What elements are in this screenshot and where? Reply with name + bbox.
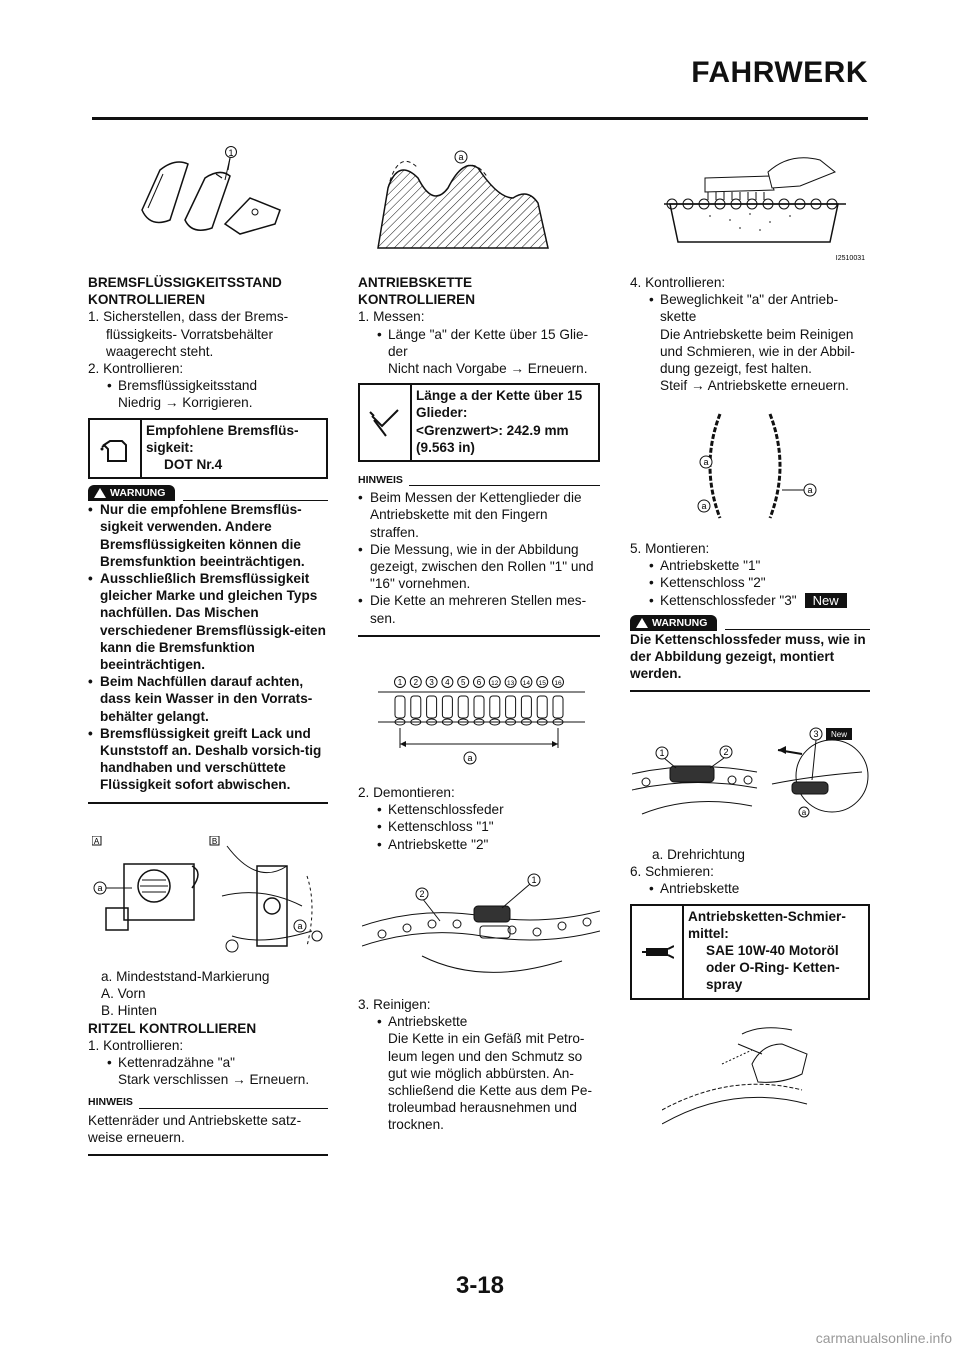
callout-3: 3 — [813, 729, 819, 739]
chain-link — [427, 696, 437, 718]
roller-number: 4 — [445, 678, 450, 687]
legend-item: a. Mindeststand-Markierung — [101, 969, 270, 984]
note-text: Kettenräder und Antriebskette satz-weise erneuern. — [88, 1112, 302, 1145]
step-3-text: Die Kette in ein Gefäß mit Petro-leum legen und den Schmutz so gut wie möglich abbürsten. An-schließend die Kette aus dem Pe-troleumbad herausnehmen und trocknen. — [388, 1031, 593, 1133]
measure-tool-icon — [360, 385, 412, 460]
step-1-action: Stark verschlissen → Erneuern. — [118, 1072, 310, 1088]
spec-box-chain-length — [358, 383, 600, 462]
step-2-item: • Bremsflüssigkeitsstand — [88, 377, 328, 394]
step-1-item: • Kettenradzähne "a" — [88, 1054, 328, 1071]
step-2: 2. Kontrollieren: — [88, 361, 184, 377]
note-item: • Die Messung, wie in der Abbildung gezeigt, zwischen den Rollen "1" und "16" vornehmen. — [358, 541, 600, 593]
label-B: B — [211, 837, 218, 846]
chain-measure-figure — [370, 668, 595, 768]
step-6: 6. Schmieren: — [630, 864, 714, 880]
new-badge: New — [830, 730, 848, 739]
step-2-item: • Antriebskette "2" — [358, 836, 600, 853]
chain-link — [411, 696, 421, 718]
chain-link — [474, 696, 484, 718]
note-end-rule — [88, 1154, 328, 1156]
chain-flexibility-figure — [690, 406, 830, 526]
fluid-can-icon — [90, 420, 142, 478]
chain-link — [395, 696, 405, 718]
warning-header — [88, 485, 328, 501]
column-1-lower — [88, 968, 328, 1156]
chain-link — [442, 696, 452, 718]
section-heading: KONTROLLIEREN — [88, 292, 206, 308]
chain-link — [458, 696, 468, 718]
callout-a: a — [701, 501, 707, 511]
watermark: carmanualsonline.info — [815, 1330, 952, 1346]
new-badge: New — [805, 593, 847, 608]
label-A: A — [93, 837, 100, 846]
step-2-item: • Kettenschlossfeder — [358, 801, 600, 818]
warning-icon — [636, 618, 648, 628]
spec-label: Länge a der Kette über 15 Glieder: — [416, 388, 583, 421]
step-3: 3. Reinigen: — [358, 997, 431, 1012]
page-number: 3-18 — [455, 1272, 505, 1299]
page-title: FAHRWERK — [691, 56, 868, 89]
warning-end-rule — [88, 802, 328, 804]
callout-a: a — [458, 152, 464, 162]
roller-number: 14 — [522, 680, 531, 687]
callout-2: 2 — [723, 747, 729, 757]
brake-pads-figure — [130, 140, 320, 235]
spec-value: <Grenzwert>: 242.9 mm (9.563 in) — [416, 422, 569, 455]
spec-value: DOT Nr.4 — [164, 457, 223, 473]
warning-item: • Bremsflüssigkeit greift Lack und Kunststoff an. Deshalb vorsich-tig handhaben und verschüttete Flüssigkeit sofort abwischen. — [88, 725, 328, 794]
callout-a: a — [703, 457, 709, 467]
section-heading: RITZEL KONTROLLIEREN — [88, 1020, 257, 1036]
step-5-item: • Antriebskette "1" — [630, 557, 870, 574]
column-3-lower — [630, 846, 870, 1000]
step-5-item: • Kettenschlossfeder "3" New — [630, 592, 870, 609]
legend-item: A. Vorn — [101, 986, 146, 1002]
callout-a: a — [801, 808, 807, 817]
chain-lubrication-figure — [662, 1024, 812, 1134]
roller-number: 13 — [506, 680, 515, 687]
step-5-item: • Kettenschloss "2" — [630, 574, 870, 591]
roller-number: 15 — [538, 680, 546, 687]
reservoir-figure — [92, 836, 332, 966]
chain-link — [537, 696, 547, 718]
step-1-item: • Länge "a" der Kette über 15 Glie-der — [358, 326, 600, 360]
callout-1: 1 — [228, 148, 234, 158]
roller-number: 5 — [460, 678, 466, 687]
note-header: HINWEIS — [358, 472, 600, 489]
step-1: 1. Kontrollieren: — [88, 1037, 184, 1053]
callout-1: 1 — [659, 748, 665, 758]
column-1 — [88, 274, 328, 804]
step-4-item: • Beweglichkeit "a" der Antrieb-skette — [630, 291, 870, 325]
note-header: HINWEIS — [88, 1094, 328, 1111]
column-2-lower — [358, 996, 600, 1134]
spec-value: SAE 10W-40 Motoröl oder O-Ring- Ketten-spray — [706, 943, 840, 993]
legend-item: B. Hinten — [101, 1003, 157, 1019]
column-2-middle — [358, 784, 600, 853]
chain-link — [553, 696, 563, 718]
oil-gun-icon — [632, 906, 684, 998]
callout-2: 2 — [419, 889, 425, 899]
note-item: • Beim Messen der Kettenglieder die Antriebskette mit den Fingern straffen. — [358, 489, 600, 541]
roller-number: 12 — [491, 680, 499, 687]
warning-end-rule — [630, 690, 870, 692]
spec-box-brake-fluid — [88, 418, 328, 480]
section-heading: BREMSFLÜSSIGKEITSSTAND — [88, 275, 282, 290]
roller-number: 16 — [554, 680, 562, 687]
step-4: 4. Kontrollieren: — [630, 275, 726, 290]
chain-link — [490, 696, 500, 718]
note-item: • Die Kette an mehreren Stellen mes-sen. — [358, 592, 600, 626]
step-4-text: Die Antriebskette beim Reinigen und Schmieren, wie in der Abbil-dung gezeigt, fest halten. — [660, 326, 855, 377]
step-2-action: Niedrig → Korrigieren. — [118, 395, 253, 411]
note-end-rule — [358, 635, 600, 637]
roller-number: 6 — [476, 678, 482, 687]
warning-badge: WARNUNG — [88, 485, 175, 501]
chain-link — [506, 696, 516, 718]
warning-icon — [94, 488, 106, 498]
warning-item: • Ausschließlich Bremsflüssigkeit gleicher Marke und gleichen Typs nachfüllen. Das Mischen verschiedener Bremsflüssigk-eiten kann die Bremsfunktion beeinträchtigen. — [88, 570, 328, 673]
legend-item: a. Drehrichtung — [652, 847, 745, 862]
spec-box-lubricant — [630, 904, 870, 1000]
sprocket-teeth-figure — [358, 148, 598, 258]
step-1-action: Nicht nach Vorgabe → Erneuern. — [388, 361, 588, 377]
warning-badge: WARNUNG — [630, 615, 717, 631]
step-6-item: • Antriebskette — [630, 880, 870, 897]
roller-number: 2 — [413, 678, 419, 687]
section-heading: KONTROLLIEREN — [358, 292, 476, 308]
section-heading: ANTRIEBSKETTE — [358, 275, 473, 290]
roller-number: 3 — [429, 678, 434, 687]
spec-label: Empfohlene Bremsflüs-sigkeit: — [146, 422, 299, 455]
step-3-item: • Antriebskette — [358, 1013, 600, 1030]
callout-a: a — [807, 485, 813, 495]
warning-item: • Nur die empfohlene Bremsflüs-sigkeit verwenden. Andere Bremsflüssigkeiten können die Bremsfunktion beeinträchtigen. — [88, 501, 328, 570]
step-2: 2. Demontieren: — [358, 785, 455, 800]
column-2 — [358, 274, 600, 637]
warning-header — [630, 615, 870, 631]
callout-a: a — [297, 921, 303, 931]
header-rule — [92, 117, 868, 120]
column-3 — [630, 274, 870, 394]
roller-number: 1 — [397, 678, 403, 687]
step-1: 1. Messen: — [358, 309, 425, 325]
step-5: 5. Montieren: — [630, 541, 710, 556]
warning-text: Die Kettenschlossfeder muss, wie in der Abbildung gezeigt, montiert werden. — [630, 631, 866, 682]
step-4-action: Steif → Antriebskette erneuern. — [660, 378, 849, 394]
callout-a: a — [97, 883, 103, 893]
chain-joint-removal-figure — [362, 866, 600, 981]
figure-code: I2510031 — [835, 255, 865, 262]
step-1: 1. Sicherstellen, dass der Brems-flüssigkeits- Vorratsbehälter waagerecht steht. — [88, 309, 289, 359]
callout-a: a — [467, 753, 473, 763]
spec-label: Antriebsketten-Schmier-mittel: — [688, 908, 846, 941]
warning-item: • Beim Nachfüllen darauf achten, dass kein Wasser in den Vorrats-behälter gelangt. — [88, 673, 328, 725]
chain-cleaning-figure — [650, 142, 870, 262]
step-2-item: • Kettenschloss "1" — [358, 818, 600, 835]
chain-joint-install-figure — [632, 724, 870, 824]
chain-link — [521, 696, 531, 718]
column-3-middle — [630, 540, 870, 692]
callout-1: 1 — [531, 875, 537, 885]
